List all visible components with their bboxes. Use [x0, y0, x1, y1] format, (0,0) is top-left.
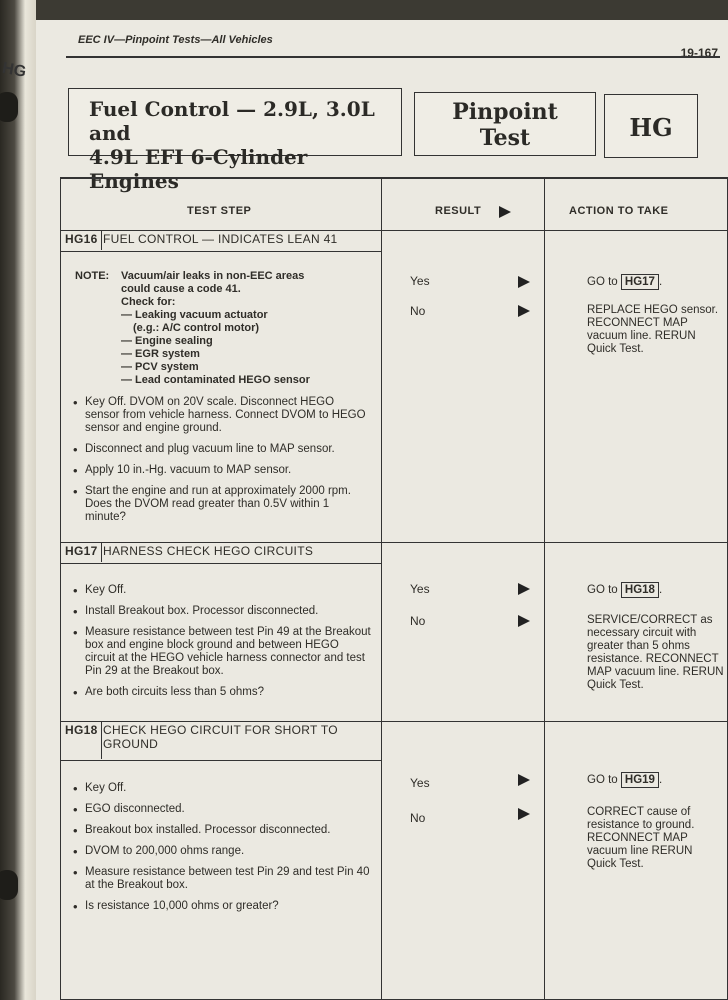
action-suffix: .: [658, 584, 663, 596]
step-bullet: • Measure resistance between test Pin 29 and test Pin 40 at the Breakout box.: [73, 866, 371, 892]
result-yes: Yes: [410, 582, 430, 596]
step-title: [103, 723, 338, 751]
title-box: [68, 88, 402, 193]
step-note: [75, 270, 310, 387]
result-no: No: [410, 811, 426, 825]
action-go-to: [587, 772, 727, 788]
action-suffix: .: [658, 774, 663, 786]
row-divider: [61, 178, 727, 179]
binder-ring: [0, 92, 18, 122]
action-text: REPLACE HEGO sensor. RECONNECT MAP vacuum line. RERUN Quick Test.: [587, 304, 719, 355]
edge-tab: HG: [0, 59, 28, 81]
page-number: 19-167: [680, 46, 718, 60]
result-arrow-icon: [518, 615, 530, 627]
step-bullet: • Key Off.: [73, 782, 371, 795]
step-bullet: • Is resistance 10,000 ohms or greater?: [73, 900, 371, 913]
action-text: SERVICE/CORRECT as necessary circuit with greater than 5 ohms resistance. RECONNECT MAP vacuum line. RERUN Quick Test.: [587, 614, 724, 691]
step-id: HG16: [61, 230, 102, 250]
step-bullet: • Start the engine and run at approximately 2000 rpm. Does the DVOM read greater than 0.5V within 1 minute?: [73, 485, 371, 524]
step-title-line: CHECK HEGO CIRCUIT FOR SHORT TO: [103, 723, 338, 737]
col-header-test-step: TEST STEP: [187, 205, 252, 217]
action-go-to: [587, 582, 727, 598]
step-title-line: GROUND: [103, 737, 159, 751]
action-ref: HG17: [621, 274, 659, 290]
step-header: [61, 230, 382, 252]
note-line: could cause a code 41.: [121, 283, 241, 295]
step-bullets: [73, 584, 371, 707]
column-divider: [381, 178, 382, 999]
note-line: Vacuum/air leaks in non-EEC areas: [121, 270, 305, 282]
test-table: [60, 177, 728, 1000]
col-header-result: RESULT: [435, 205, 482, 217]
note-line: — EGR system: [121, 348, 200, 360]
step-bullet: • Measure resistance between test Pin 49 at the Breakout box and engine block ground and between HEGO circuit at the HEGO vehicle harness connector and test Pin 29 at the Breakout box.: [73, 626, 371, 678]
step-bullet: • Key Off.: [73, 584, 371, 597]
pinpoint-line: Test: [479, 125, 531, 151]
col-header-action: ACTION TO TAKE: [569, 205, 669, 217]
step-bullet: • DVOM to 200,000 ohms range.: [73, 845, 371, 858]
result-no: No: [410, 614, 426, 628]
result-arrow-icon: [518, 583, 530, 595]
action-go-to: [587, 274, 727, 290]
note-line: Check for:: [121, 296, 176, 308]
title-line: Fuel Control — 2.9L, 3.0L and: [89, 97, 375, 145]
step-title: HARNESS CHECK HEGO CIRCUITS: [103, 544, 314, 558]
note-line: — Leaking vacuum actuator: [121, 309, 268, 321]
action-text: CORRECT cause of resistance to ground. RECONNECT MAP vacuum line RERUN Quick Test.: [587, 806, 695, 870]
result-arrow-icon: [518, 774, 530, 786]
result-arrow-icon: [518, 276, 530, 288]
column-divider: [544, 178, 545, 999]
step-header: [61, 721, 382, 761]
action-ref: HG18: [621, 582, 659, 598]
note-line: — Lead contaminated HEGO sensor: [121, 374, 310, 386]
step-header: [61, 542, 382, 564]
manual-page: [36, 20, 728, 1000]
running-head: EEC IV—Pinpoint Tests—All Vehicles: [78, 34, 273, 46]
note-label: NOTE:: [75, 270, 110, 282]
step-bullet: • Are both circuits less than 5 ohms?: [73, 686, 371, 699]
result-yes: Yes: [410, 776, 430, 790]
pinpoint-line: Pinpoint: [452, 99, 558, 125]
action-suffix: .: [658, 276, 663, 288]
step-bullet: • Apply 10 in.-Hg. vacuum to MAP sensor.: [73, 464, 371, 477]
step-bullets: [73, 396, 371, 532]
step-id: HG18: [61, 721, 102, 759]
step-bullet: • Breakout box installed. Processor disconnected.: [73, 824, 371, 837]
header-rule: [66, 56, 720, 58]
action-prefix: GO to: [587, 584, 618, 596]
note-line: (e.g.: A/C control motor): [133, 322, 260, 334]
step-bullets: [73, 782, 371, 921]
step-bullet: • Disconnect and plug vacuum line to MAP sensor.: [73, 443, 371, 456]
title-line: 4.9L EFI 6-Cylinder Engines: [89, 145, 308, 193]
result-arrow-icon: [518, 808, 530, 820]
note-line: — PCV system: [121, 361, 199, 373]
action-ref: HG19: [621, 772, 659, 788]
step-bullet: • Key Off. DVOM on 20V scale. Disconnect HEGO sensor from vehicle harness. Connect DVOM to HEGO sensor and engine ground.: [73, 396, 371, 435]
note-line: — Engine sealing: [121, 335, 213, 347]
binder-ring: [0, 870, 18, 900]
result-arrow-icon: [518, 305, 530, 317]
result-no: No: [410, 304, 426, 318]
step-bullet: • EGO disconnected.: [73, 803, 371, 816]
pinpoint-test-box: [414, 92, 596, 156]
binder-spine: [0, 0, 36, 1000]
step-id: HG17: [61, 542, 102, 562]
result-yes: Yes: [410, 274, 430, 288]
step-bullet: • Install Breakout box. Processor disconnected.: [73, 605, 371, 618]
step-title: FUEL CONTROL — INDICATES LEAN 41: [103, 232, 338, 246]
header-arrow-icon: [499, 206, 511, 218]
action-prefix: GO to: [587, 774, 618, 786]
test-code-box: HG: [604, 94, 698, 158]
action-prefix: GO to: [587, 276, 618, 288]
